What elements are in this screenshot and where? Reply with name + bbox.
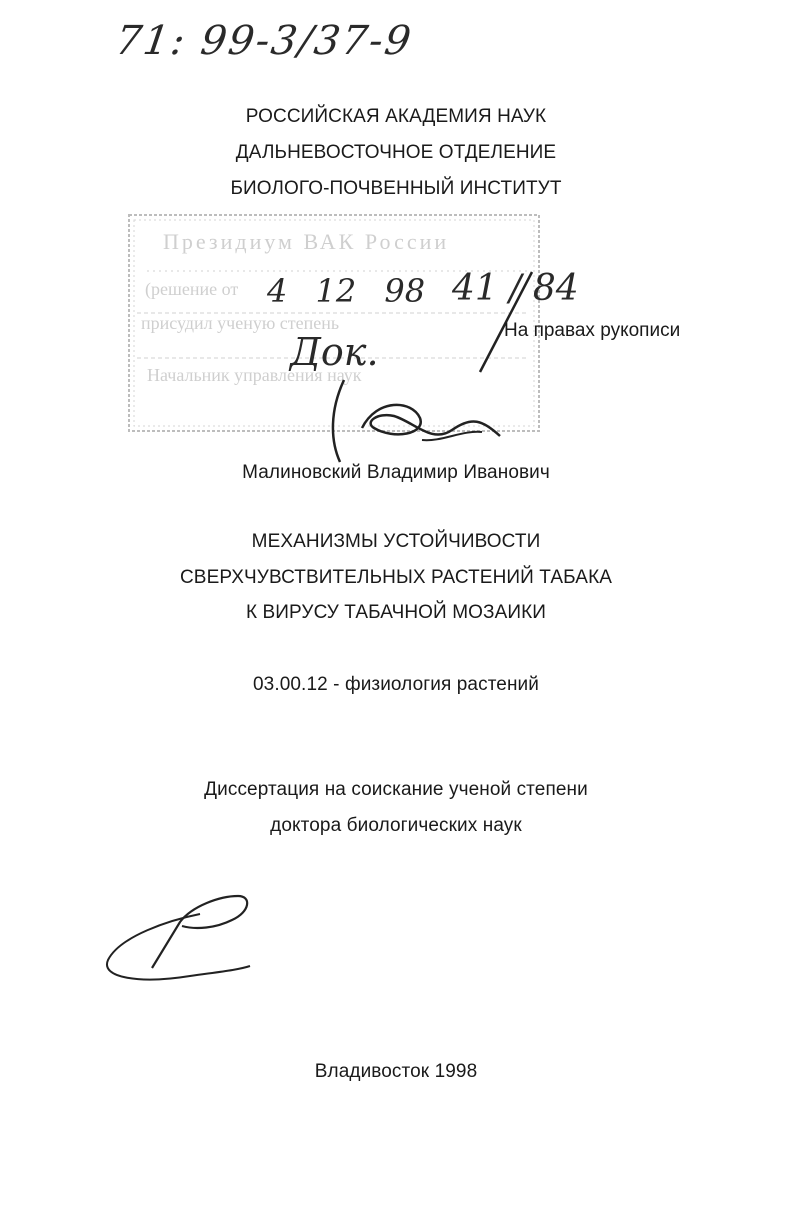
stamp-line-awarded: присудил ученую степень bbox=[141, 313, 340, 333]
rights-note: На правах рукописи bbox=[504, 320, 681, 341]
title-line-3: К ВИРУСУ ТАБАЧНОЙ МОЗАИКИ bbox=[245, 602, 547, 623]
stamp-line-presidium: Президиум ВАК России bbox=[163, 229, 450, 254]
specialty-code: 03.00.12 - физиология растений bbox=[253, 674, 539, 695]
stamp-line-head: Начальник управления наук bbox=[147, 365, 362, 385]
place-year: Владивосток 1998 bbox=[314, 1061, 478, 1082]
title-line-2: СВЕРХЧУВСТВИТЕЛЬНЫХ РАСТЕНИЙ ТАБАКА bbox=[179, 567, 613, 588]
header-academy: РОССИЙСКАЯ АКАДЕМИЯ НАУК bbox=[245, 106, 547, 127]
stamp-handwritten-number: 41 / 84 bbox=[452, 268, 579, 309]
handwritten-archive-code: 71: 99-3/37-9 bbox=[112, 18, 416, 64]
stamp-handwritten-date: 4 12 98 bbox=[267, 272, 426, 310]
stamp-handwritten-word: Док. bbox=[290, 330, 379, 374]
header-institute: БИОЛОГО-ПОЧВЕННЫЙ ИНСТИТУТ bbox=[230, 178, 562, 199]
author-signature bbox=[100, 886, 260, 996]
degree-line-2: доктора биологических наук bbox=[270, 815, 522, 836]
header-branch: ДАЛЬНЕВОСТОЧНОЕ ОТДЕЛЕНИЕ bbox=[235, 142, 557, 163]
author-name: Малиновский Владимир Иванович bbox=[242, 462, 550, 483]
title-line-1: МЕХАНИЗМЫ УСТОЙЧИВОСТИ bbox=[251, 531, 541, 552]
degree-line-1: Диссертация на соискание ученой степени bbox=[204, 779, 588, 800]
stamp-line-decision: (решение от bbox=[145, 279, 239, 299]
